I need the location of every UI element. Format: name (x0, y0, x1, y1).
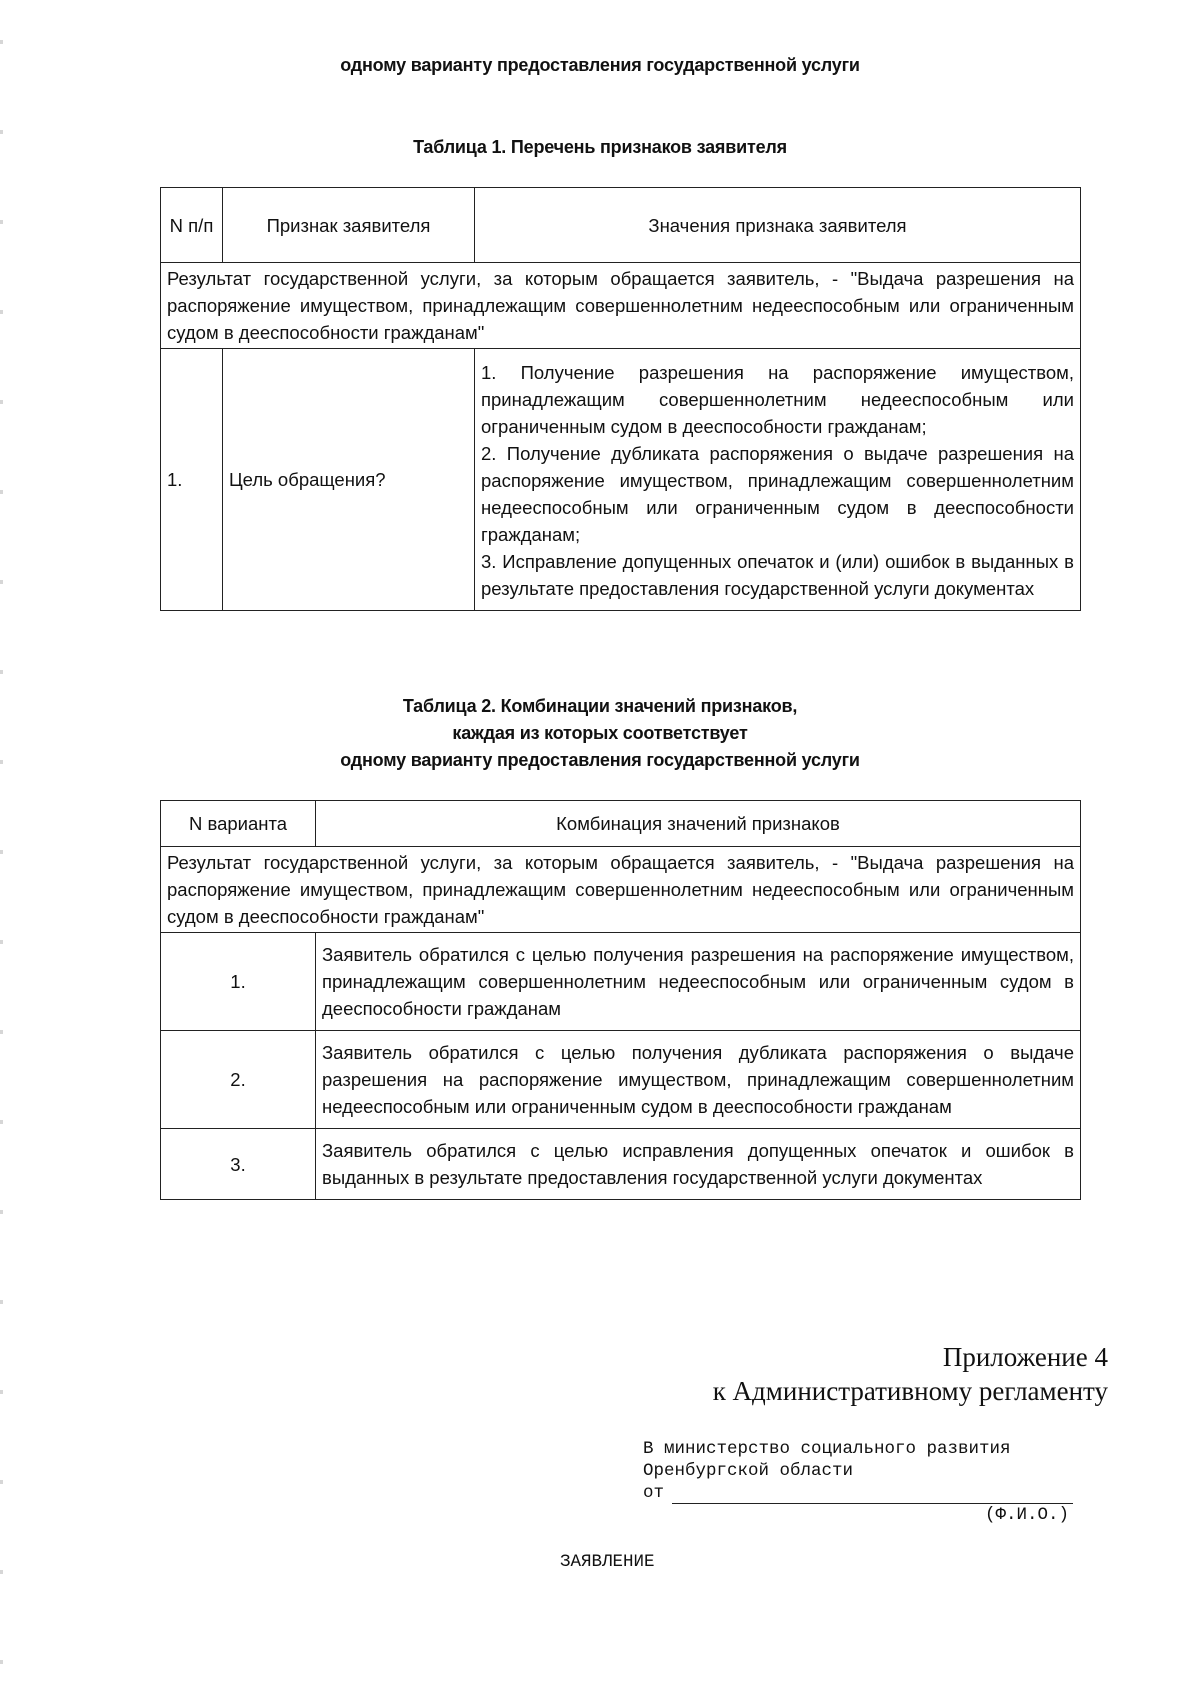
fio-blank-field (672, 1485, 1073, 1504)
appendix-header (713, 1340, 1108, 1408)
row-feature: Цель обращения? (223, 349, 475, 611)
addressee-line-1: В министерство социального развития (643, 1439, 1011, 1459)
from-label: от (643, 1483, 665, 1503)
table-applicant-features (160, 187, 1081, 611)
variant-text: Заявитель обратился с целью получения разрешения на распоряжение имуществом, принадлежащим совершеннолетним недееспособным или ограниченным судом в дееспособности гражданам (316, 933, 1081, 1031)
variant-text: Заявитель обратился с целью исправления допущенных опечаток и ошибок в выданных в результате предоставления государственной услуги документах (316, 1129, 1081, 1200)
scan-margin-artifact (0, 0, 3, 1694)
header-feature: Признак заявителя (223, 188, 475, 263)
row-values (475, 349, 1081, 611)
row-num: 1. (161, 349, 223, 611)
addressee-line-2: Оренбургской области (643, 1461, 854, 1481)
table2-title-line: Таблица 2. Комбинации значений признаков, (402, 696, 798, 716)
top-heading: одному варианту предоставления государственной услуги (340, 55, 860, 75)
appendix-line-1: Приложение 4 (942, 1342, 1108, 1372)
variant-num: 3. (161, 1129, 316, 1200)
value-item: 1. Получение разрешения на распоряжение имуществом, принадлежащим совершеннолетним недееспособным или ограниченным судом в дееспособности гражданам; (481, 362, 1074, 437)
table-header-row (161, 188, 1081, 263)
header-num: N п/п (161, 188, 223, 263)
variant-num: 1. (161, 933, 316, 1031)
header-variant-num: N варианта (161, 801, 316, 847)
result-row (161, 263, 1081, 349)
table-header-row (161, 801, 1081, 847)
table2-title (0, 693, 1200, 774)
fio-caption: (Ф.И.О.) (984, 1505, 1069, 1525)
table-row (161, 1031, 1081, 1129)
value-item: 3. Исправление допущенных опечаток и (или) ошибок в выданных в результате предоставления государственной услуги документах (481, 551, 1074, 599)
appendix-line-2: к Административному регламенту (712, 1376, 1108, 1406)
table-row (161, 349, 1081, 611)
variant-text: Заявитель обратился с целью получения дубликата распоряжения о выдаче разрешения на распоряжение имуществом, принадлежащим совершеннолетним недееспособным или ограниченным судом в дееспособности гражданам (316, 1031, 1081, 1129)
variant-num: 2. (161, 1031, 316, 1129)
table-variant-combinations (160, 800, 1081, 1200)
addressee-block (643, 1438, 1073, 1526)
table-row (161, 933, 1081, 1031)
result-text: Результат государственной услуги, за которым обращается заявитель, - "Выдача разрешения на распоряжение имуществом, принадлежащим совершеннолетним недееспособным или ограниченным судом в дееспособности гражданам" (161, 263, 1081, 349)
table-row (161, 1129, 1081, 1200)
result-text: Результат государственной услуги, за которым обращается заявитель, - "Выдача разрешения на распоряжение имуществом, принадлежащим совершеннолетним недееспособным или ограниченным судом в дееспособности гражданам" (161, 847, 1081, 933)
statement-title: ЗАЯВЛЕНИЕ (560, 1552, 655, 1572)
header-combination: Комбинация значений признаков (316, 801, 1081, 847)
header-values: Значения признака заявителя (475, 188, 1081, 263)
table1-title: Таблица 1. Перечень признаков заявителя (413, 137, 787, 157)
table2-title-line: одному варианту предоставления государственной услуги (340, 750, 860, 770)
from-line (643, 1482, 1073, 1504)
value-item: 2. Получение дубликата распоряжения о выдаче разрешения на распоряжение имуществом, принадлежащим совершеннолетним недееспособным или ограниченным судом в дееспособности гражданам; (481, 443, 1074, 545)
table2-title-line: каждая из которых соответствует (452, 723, 748, 743)
result-row (161, 847, 1081, 933)
